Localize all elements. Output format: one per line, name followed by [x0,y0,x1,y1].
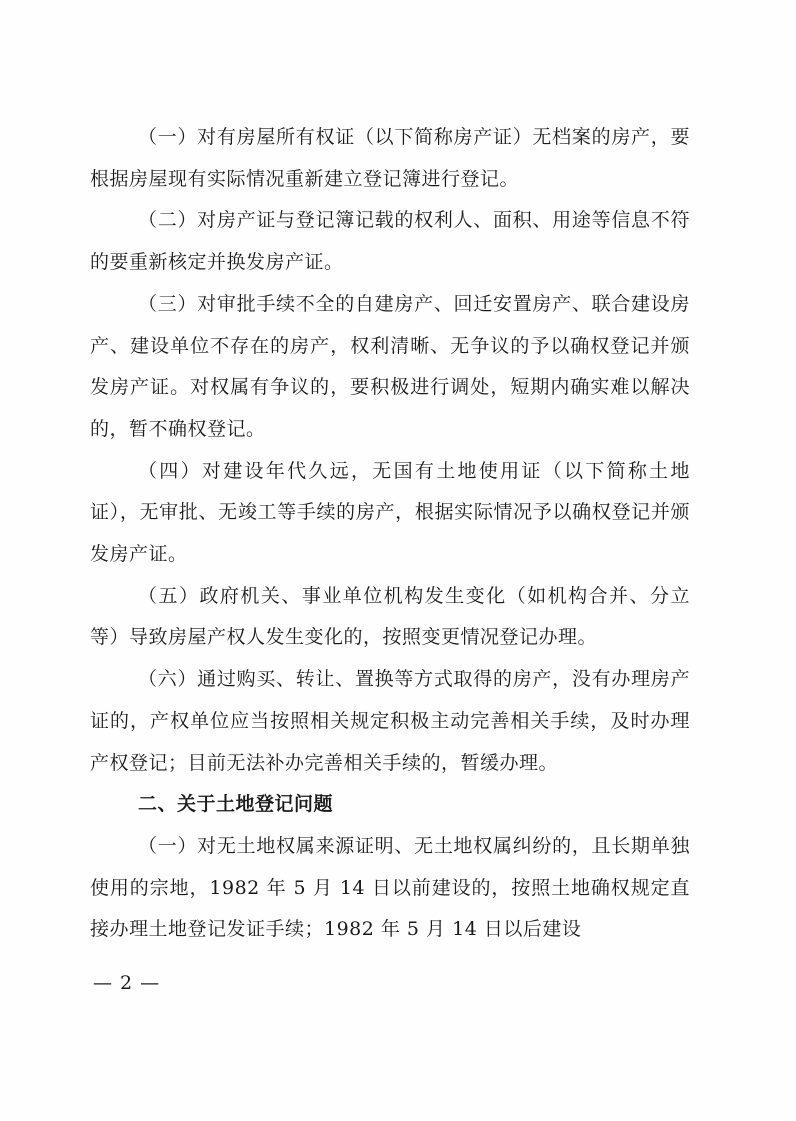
paragraph-incomplete-approval: （三）对审批手续不全的自建房产、回迁安置房产、联合建设房产、建设单位不存在的房产，权利清晰、无争议的予以确权登记并颁发房产证。对权属有争议的，要积极进行调处，短期内确实难以解决的，暂不确权登记。 [90,292,690,440]
paragraph-purchase-transfer: （六）通过购买、转让、置换等方式取得的房产，没有办理房产证的，产权单位应当按照相关规定积极主动完善相关手续，及时办理产权登记；目前无法补办完善相关手续的，暂缓办理。 [90,668,690,774]
paragraph-house-cert-no-archive: （一）对有房屋所有权证（以下简称房产证）无档案的房产，要根据房屋现有实际情况重新建立登记簿进行登记。 [90,126,690,190]
page-number: — 2 — [93,972,161,994]
paragraph-institution-change: （五）政府机关、事业单位机构发生变化（如机构合并、分立等）导致房屋产权人发生变化的，按照变更情况登记办理。 [90,584,690,649]
paragraph-old-construction: （四）对建设年代久远，无国有土地使用证（以下简称土地证），无审批、无竣工等手续的房产，根据实际情况予以确权登记并颁发房产证。 [90,459,690,566]
document-body [90,117,690,951]
section-heading-land-registration: 二、关于土地登记问题 [138,793,334,816]
paragraph-land-no-title-proof: （一）对无土地权属来源证明、无土地权属纠纷的，且长期单独使用的宗地，1982 年 5 月 14 日以前建设的，按照土地确权规定直接办理土地登记发证手续；1982 年 5 月 14 日以后建设 [90,834,690,941]
paragraph-cert-mismatch: （二）对房产证与登记簿记载的权利人、面积、用途等信息不符的要重新核定并换发房产证。 [90,209,690,274]
